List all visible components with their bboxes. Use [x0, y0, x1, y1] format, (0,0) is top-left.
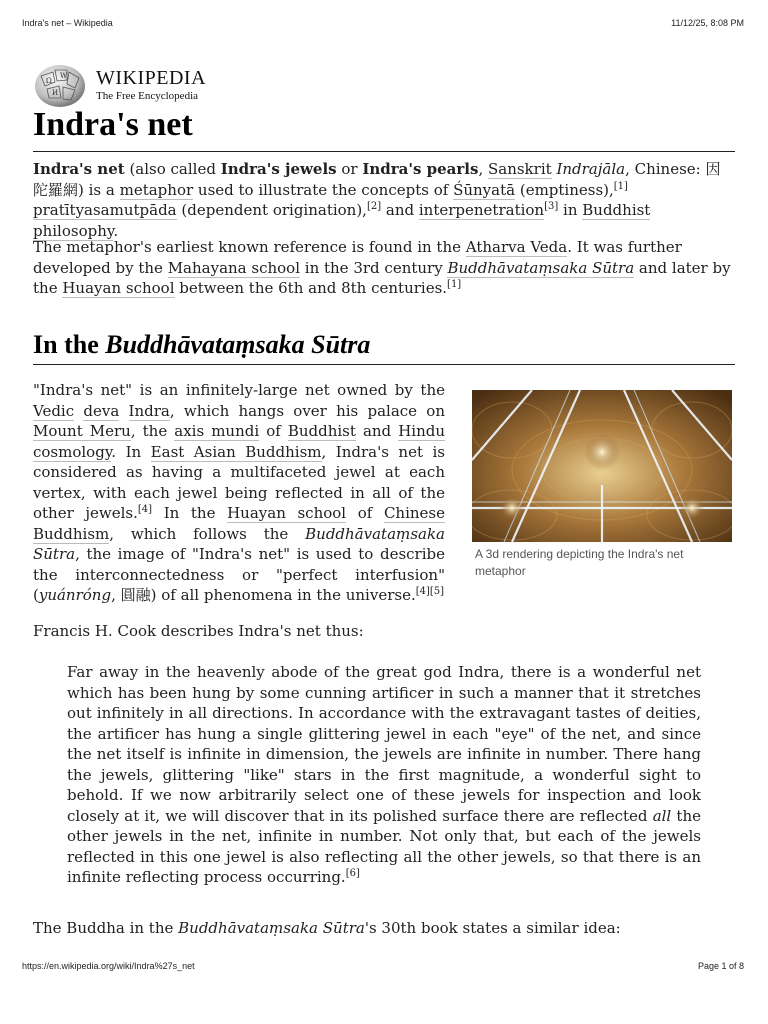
figure-caption: A 3d rendering depicting the Indra's net metaphor: [475, 547, 684, 578]
section-heading: [33, 330, 370, 360]
text-run: and later by the: [33, 258, 731, 297]
text-run: used to illustrate the concepts of: [193, 180, 454, 199]
text-run: [119, 402, 128, 420]
text-run: (dependent origination),: [176, 201, 367, 219]
svg-text:Ω: Ω: [46, 77, 52, 85]
text-run: or: [336, 160, 363, 178]
citation-link[interactable]: [3]: [544, 201, 559, 212]
print-footer-page: Page 1 of 8: [697, 961, 744, 971]
svg-text:W: W: [60, 72, 68, 80]
section-paragraph-1: [33, 380, 445, 606]
article-link[interactable]: Sanskrit: [487, 160, 552, 178]
text-run: of: [346, 504, 384, 522]
text-run: . It was further developed by the: [33, 238, 682, 277]
italic-text: Buddhāvataṃsaka Sūtra: [178, 919, 365, 937]
text-run: 's 30th book states a similar idea:: [364, 919, 621, 937]
wikipedia-tagline: The Free Encyclopedia: [96, 90, 199, 102]
print-footer-url: https://en.wikipedia.org/wiki/Indra%27s_net: [22, 961, 195, 971]
svg-text:И: И: [52, 89, 59, 97]
cook-quote-text: [67, 662, 701, 888]
text-run: in: [558, 201, 583, 219]
wikipedia-wordmark[interactable]: WIKIPEDIA: [96, 67, 207, 89]
text-run: In the: [152, 504, 228, 522]
page-title: Indra's net: [33, 106, 193, 143]
citation-link[interactable]: [6]: [345, 868, 360, 879]
article-link[interactable]: Śūnyatā: [453, 180, 516, 199]
print-header-title: Indra's net – Wikipedia: [22, 18, 113, 28]
article-link[interactable]: Atharva Veda: [465, 238, 568, 256]
article-link[interactable]: Buddhist: [287, 422, 356, 440]
article-link[interactable]: Mount Meru: [33, 422, 131, 440]
italic-text: yuánróng: [38, 586, 112, 604]
citation-link[interactable]: [1]: [447, 279, 462, 290]
text-run: , Indra's net is considered as having a multifaceted jewel at each vertex, with each jewel being reflected in all of the other jewels.: [33, 442, 445, 522]
text-run: (also called: [124, 160, 221, 178]
article-link[interactable]: Huayan school: [62, 279, 175, 297]
cook-intro: [33, 621, 735, 642]
intro-p2-text: [33, 237, 735, 299]
article-link[interactable]: Hindu cosmology: [33, 422, 445, 461]
text-run: The metaphor's earliest known reference is found in the: [33, 238, 466, 256]
text-run: Far away in the heavenly abode of the great god Indra, there is a wonderful net which has been hung by some cunning artificer in such a manner that it stretches out infinitely in all directions. In accordance with the extravagant tastes of deities, the artificer has hung a single glittering jewel in each "eye" of the net, and since the net itself is infinite in dimension, the jewels are infinite in number. There hang the jewels, glittering "like" stars in the first magnitude, a wonderful sight to behold. If we now arbitrarily select one of these jewels for inspection and look closely at it, we will discover that in its polished surface there are reflected: [67, 663, 701, 825]
article-link[interactable]: Buddhist philosophy: [33, 201, 651, 240]
text-run: , which follows the: [109, 524, 306, 543]
section-heading-prefix: In the: [33, 330, 106, 359]
text-run: (emptiness),: [515, 180, 614, 199]
text-run: The Buddha in the: [33, 919, 179, 937]
cook-quote: [67, 662, 701, 888]
article-link[interactable]: axis mundi: [174, 422, 260, 440]
text-run: of: [259, 422, 288, 440]
bold-term: Indra's net: [33, 160, 125, 178]
citation-link[interactable]: [2]: [366, 201, 382, 212]
intro-paragraph-2: [33, 237, 735, 299]
text-run: , Chinese: 因陀羅網) is a: [33, 160, 721, 199]
text-run: , the image of "Indra's net" is used to describe the interconnectedness or "perfect interfusion" (: [33, 545, 445, 604]
intro-p1-text: [33, 159, 735, 241]
article-link[interactable]: Mahayana school: [167, 258, 300, 277]
intro-paragraph-1: [33, 159, 735, 241]
section-heading-emph: Buddhāvataṃsaka Sūtra: [105, 330, 371, 359]
italic-text: Buddhāvataṃsaka Sūtra: [33, 524, 445, 563]
article-link[interactable]: Buddhāvataṃsaka Sūtra: [447, 258, 635, 277]
closing-paragraph: [33, 918, 735, 939]
citation-link[interactable]: [1]: [613, 180, 628, 192]
wikipedia-globe-icon: [33, 62, 87, 108]
section-p1-text: [33, 380, 445, 606]
italic-text: Indrajāla: [556, 160, 626, 178]
citation-link[interactable]: [4][5]: [415, 586, 445, 597]
text-run: "Indra's net" is an infinitely-large net owned by the: [33, 381, 445, 399]
text-run: the other jewels in the net, infinite in number. Not only that, but each of the jewels reflected in this one jewel is also reflecting all the other jewels, so that there is an infinite reflecting process occurring.: [67, 806, 701, 886]
text-run: . In: [111, 442, 151, 461]
text-run: , the: [130, 422, 175, 440]
article-link[interactable]: deva: [83, 401, 120, 420]
section-divider: [33, 364, 735, 365]
title-divider: [33, 151, 735, 152]
bold-term: Indra's jewels: [220, 160, 337, 178]
article-link[interactable]: metaphor: [119, 180, 194, 199]
text-run: in the 3rd century: [300, 258, 448, 277]
indras-net-rendering-image[interactable]: [472, 390, 732, 542]
article-link[interactable]: Vedic: [33, 401, 75, 420]
closing-text: [33, 918, 735, 939]
citation-link[interactable]: [4]: [137, 504, 153, 515]
text-run: ,: [478, 160, 488, 178]
article-link[interactable]: interpenetration: [418, 201, 545, 219]
text-run: between the 6th and 8th centuries.: [174, 279, 448, 297]
article-link[interactable]: pratītyasamutpāda: [33, 201, 177, 219]
article-link[interactable]: East Asian Buddhism: [150, 442, 322, 461]
text-run: .: [113, 221, 119, 240]
text-run: [74, 402, 83, 420]
article-link[interactable]: Huayan school: [227, 504, 347, 522]
text-run: , 圓融) of all phenomena in the universe.: [111, 586, 416, 604]
print-header-datetime: 11/12/25, 8:08 PM: [671, 18, 744, 28]
cook-intro-text: Francis H. Cook describes Indra's net thus:: [33, 622, 364, 640]
bold-term: Indra's pearls: [362, 160, 479, 178]
text-run: and: [355, 422, 399, 440]
article-link[interactable]: Indra: [128, 401, 170, 420]
italic-text: all: [652, 806, 672, 825]
article-link[interactable]: Chinese Buddhism: [33, 504, 445, 543]
text-run: and: [381, 201, 419, 219]
text-run: , which hangs over his palace on: [169, 401, 445, 420]
